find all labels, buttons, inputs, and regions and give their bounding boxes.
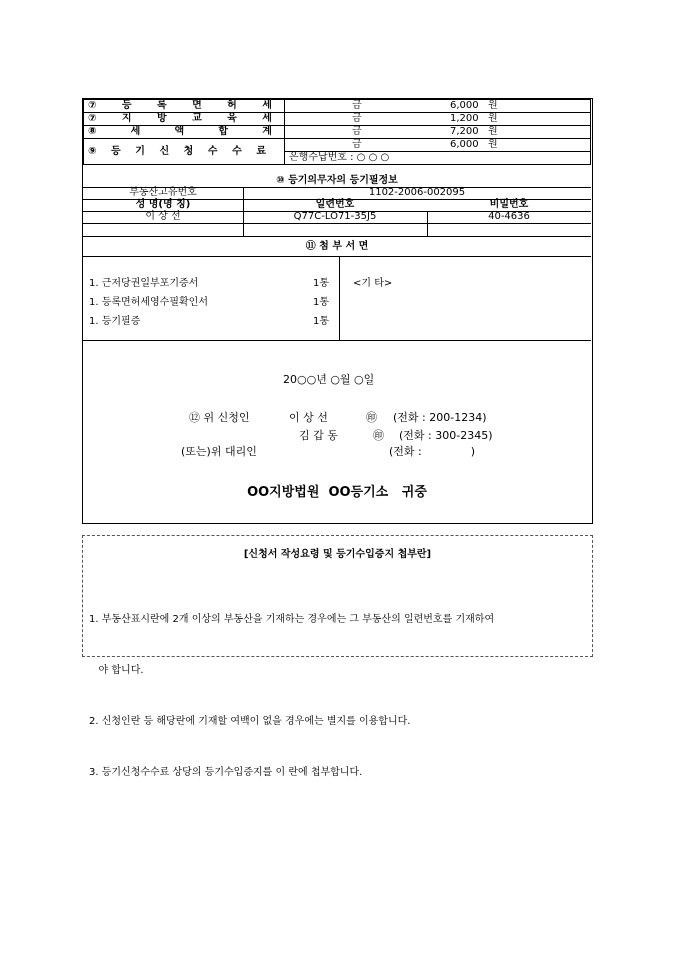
fee-label-char: 지 <box>121 113 132 124</box>
won-suffix: 원 <box>488 100 498 111</box>
won-prefix: 금 <box>352 100 362 111</box>
attachment-name: 1. 등록면허세영수필확인서 <box>89 297 208 308</box>
instructions-list <box>89 577 494 815</box>
fee-amount: 1,200 <box>450 113 479 124</box>
fee-label-char: 등 <box>121 100 132 111</box>
obligor-serial: Q77C-LO71-35J5 <box>293 211 377 222</box>
won-prefix: 금 <box>352 139 362 150</box>
agent-label: (또는)위 대리인 <box>181 445 257 458</box>
fee-label-char: 세 <box>130 126 141 137</box>
fee-label-char: 합 <box>218 126 229 137</box>
fee-label-char: ⑧ <box>88 126 97 137</box>
applicant-phone: (전화 : 300-2345) <box>399 429 493 442</box>
obligor-section-header: ⑩ 등기의무자의 등기필정보 <box>276 175 398 186</box>
fee-label-char: 면 <box>192 100 202 111</box>
seal-icon: ㊞ <box>366 411 377 424</box>
fee-label-char: 료 <box>256 145 266 157</box>
fee-label-char: 방 <box>156 113 167 124</box>
obligor-name: 이 상 선 <box>145 211 181 222</box>
fee-label-char: 신 <box>159 145 170 157</box>
won-suffix: 원 <box>488 113 498 124</box>
won-suffix: 원 <box>488 139 498 150</box>
fee-amount: 7,200 <box>450 126 479 137</box>
fee-row <box>84 113 591 126</box>
real-estate-id-value: 1102-2006-002095 <box>368 187 466 198</box>
fee-label-char: 육 <box>227 113 237 124</box>
fee-label-char: ⑦ <box>88 113 97 124</box>
fee-label-char: 세 <box>262 100 272 111</box>
col-header-serial: 일련번호 <box>315 199 355 210</box>
col-header-password: 비밀번호 <box>489 199 529 210</box>
fee-label-char: ⑨ <box>88 145 97 157</box>
list-item: 3. 등기신청수수료 상당의 등기수입증지를 이 란에 첩부합니다. <box>89 767 363 778</box>
fee-label-char: 등 <box>111 145 121 157</box>
won-prefix: 금 <box>352 126 362 137</box>
fee-amount: 6,000 <box>450 100 479 111</box>
bank-receipt-number: 은행수납번호 : ○ ○ ○ <box>289 152 390 163</box>
list-item: 2. 신청인란 등 해당란에 기재할 여백이 없을 경우에는 별지를 이용합니다. <box>89 716 411 727</box>
won-prefix: 금 <box>352 113 362 124</box>
attachment-count: 1통 <box>312 278 329 289</box>
agent-phone: (전화 : ) <box>389 445 475 458</box>
fee-label-char: ⑦ <box>88 100 97 111</box>
attachments-header: ⑪ 첨 부 서 면 <box>305 241 369 252</box>
col-header-name: 성 명(명 칭) <box>135 199 191 210</box>
won-suffix: 원 <box>488 126 498 137</box>
instructions-box <box>82 535 593 778</box>
other-label: <기 타> <box>353 278 393 289</box>
fee-label-char: 교 <box>192 113 202 124</box>
fee-label-char: 계 <box>262 126 272 137</box>
fee-row-registration <box>84 139 591 152</box>
application-form <box>82 98 593 524</box>
applicant-name: 김 갑 동 <box>299 429 338 442</box>
list-item <box>89 274 329 293</box>
court-addressee: OO지방법원 OO등기소 귀중 <box>247 485 427 500</box>
fee-label-char: 세 <box>262 113 272 124</box>
instructions-title: [신청서 작성요령 및 등기수입증지 첩부란] <box>243 549 432 560</box>
list-item: 야 합니다. <box>89 665 144 676</box>
fee-row <box>84 100 591 113</box>
real-estate-id-label: 부동산고유번호 <box>129 187 197 198</box>
obligor-password: 40-4636 <box>488 211 530 222</box>
fee-label-char: 기 <box>135 145 145 157</box>
attachment-count: 1통 <box>312 297 329 308</box>
attachment-name: 1. 등기필증 <box>89 316 141 327</box>
fee-row <box>84 126 591 139</box>
applicant-label: ⑫ 위 신청인 <box>189 411 250 424</box>
fee-label-char: 허 <box>227 100 237 111</box>
attachment-name: 1. 근저당권일부포기증서 <box>89 278 199 289</box>
list-item <box>89 312 329 331</box>
application-date: 20○○년 ○월 ○일 <box>283 373 375 386</box>
list-item: 1. 부동산표시란에 2개 이상의 부동산을 기재하는 경우에는 그 부동산의 일련번호를 기재하여 <box>89 614 495 625</box>
attachment-count: 1통 <box>312 316 329 327</box>
attachment-list <box>89 274 329 331</box>
fee-table <box>83 99 591 165</box>
applicant-name: 이 상 선 <box>289 411 328 424</box>
applicant-phone: (전화 : 200-1234) <box>393 411 487 424</box>
fee-label-char: 수 <box>232 145 242 157</box>
fee-label-char: 청 <box>183 145 194 157</box>
fee-label-char: 수 <box>207 145 218 157</box>
fee-amount: 6,000 <box>450 139 479 150</box>
fee-label-char: 액 <box>174 126 185 137</box>
list-item <box>89 293 329 312</box>
fee-label-char: 록 <box>156 100 167 111</box>
seal-icon: ㊞ <box>373 429 384 442</box>
